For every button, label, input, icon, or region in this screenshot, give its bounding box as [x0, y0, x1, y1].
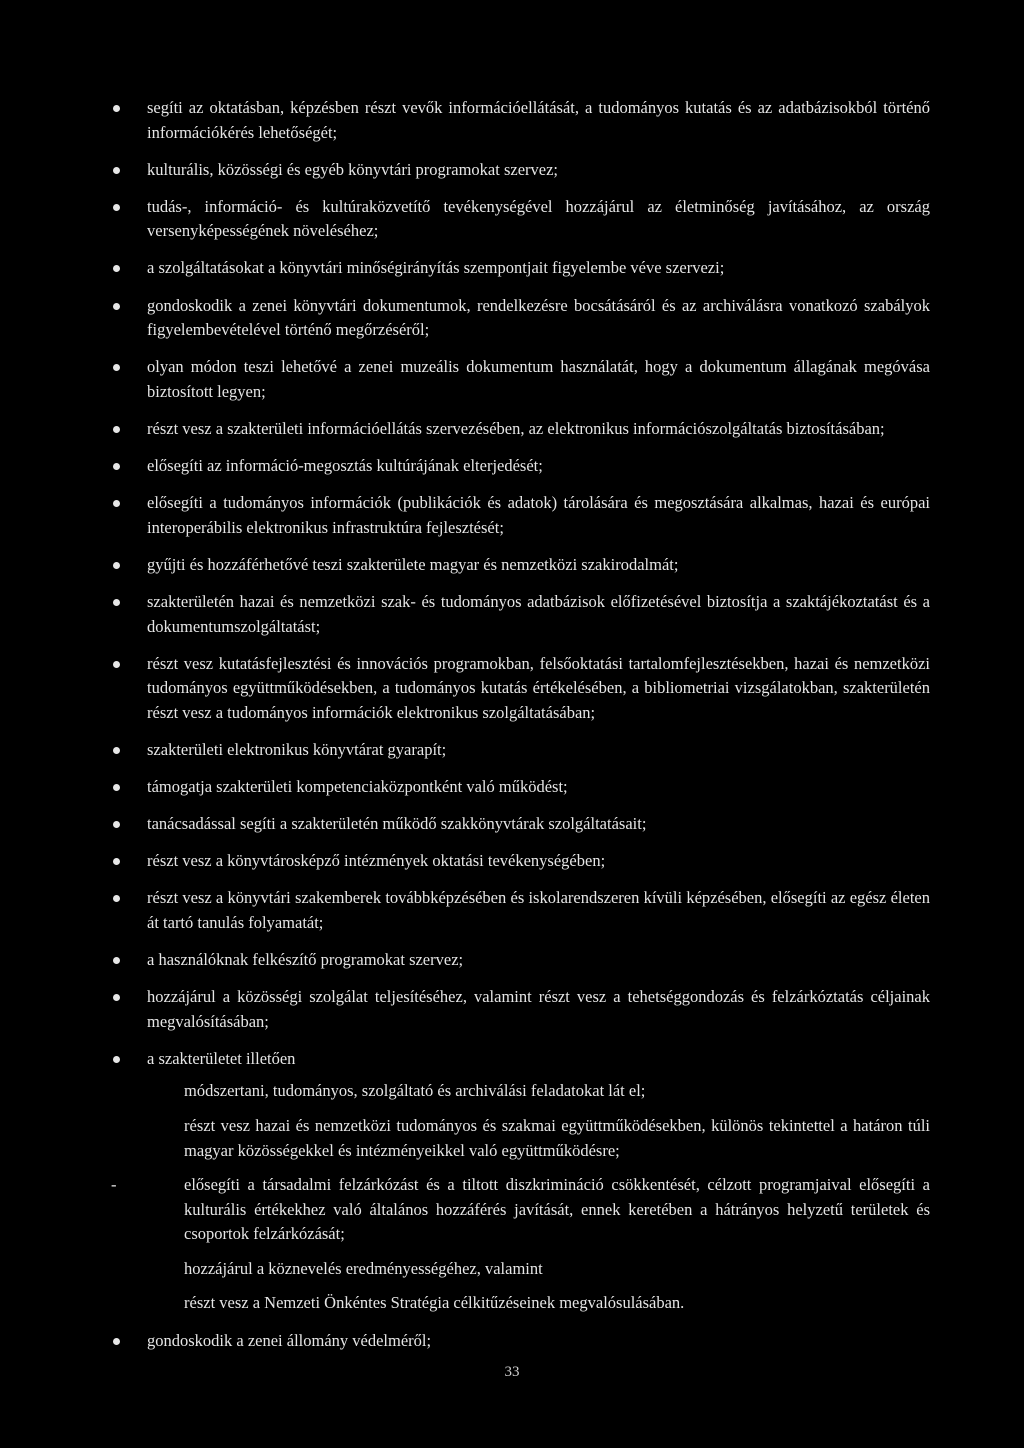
- sub-item-text: részt vesz hazai és nemzetközi tudományos és szakmai együttműködésekben, különös tekintettel a határon túli magyar közösségekkel és intézményeikkel való együttműködésre;: [184, 1115, 930, 1160]
- bullet-icon: [113, 204, 120, 211]
- nested-heading: a szakterületet illetően: [147, 1048, 296, 1068]
- list-item-text: a szolgáltatásokat a könyvtári minőségirányítás szempontjait figyelembe véve szervezi;: [147, 258, 725, 278]
- list-item-text: hozzájárul a közösségi szolgálat teljesítéséhez, valamint részt vesz a tehetséggondozás és felzárkóztatás céljainak megvalósításában;: [147, 987, 930, 1031]
- list-item-text: részt vesz kutatásfejlesztési és innovációs programokban, felsőoktatási tartalomfejlesztésekben, hazai és nemzetközi tudományos együttműködésekben, a tudományos kutatás értékelésében, a bibliometriai vizsgálatokban, szakterületén részt vesz a tudományos információk elektronikus szolgáltatásában;: [147, 653, 930, 722]
- list-item-text: elősegíti az információ-megosztás kultúrájának elterjedését;: [147, 456, 543, 476]
- list-item-text: szakterületén hazai és nemzetközi szak- és tudományos adatbázisok előfizetésével biztosítja a szaktájékoztatást és a dokumentumszolgáltatást;: [147, 591, 930, 636]
- bullet-icon: [113, 858, 120, 865]
- list-item-text: kulturális, közösségi és egyéb könyvtári programokat szervez;: [147, 159, 559, 179]
- list-item: [110, 948, 930, 973]
- bullet-icon: [113, 105, 120, 112]
- bullet-icon: [113, 994, 120, 1001]
- bullet-icon: [113, 167, 120, 174]
- bullet-icon: [113, 895, 120, 902]
- list-item: [110, 738, 930, 763]
- sub-item-text: elősegíti a társadalmi felzárkózást és a tiltott diszkrimináció csökkentését, célzott programjaival elősegíti a kulturális értékekhez való általános hozzáférés javítását, ennek keretében a hátrányos helyzetű területek és csoportok felzárkózását;: [184, 1175, 930, 1244]
- list-item-nested: [110, 1047, 930, 1316]
- list-item: [110, 812, 930, 837]
- list-item: [110, 256, 930, 281]
- list-item-text: részt vesz a könyvtárosképző intézmények oktatási tevékenységében;: [147, 851, 606, 871]
- list-item-text: szakterületi elektronikus könyvtárat gyarapít;: [147, 739, 447, 759]
- list-item: [110, 886, 930, 935]
- sub-item: [147, 1079, 930, 1104]
- list-item-text: tudás-, információ- és kultúraközvetítő tevékenységével hozzájárul az életminőség javításához, az ország versenyképességének növeléséhez;: [147, 196, 930, 241]
- list-item: [110, 985, 930, 1034]
- bullet-icon: [113, 599, 120, 606]
- list-item: [110, 849, 930, 874]
- list-item: [110, 652, 930, 726]
- list-item-text: a használóknak felkészítő programokat szervez;: [147, 949, 464, 969]
- list-item: [110, 590, 930, 639]
- bullet-icon: [113, 364, 120, 371]
- list-item: [110, 294, 930, 343]
- list-item-text: olyan módon teszi lehetővé a zenei muzeális dokumentum használatát, hogy a dokumentum állagának megóvása biztosított legyen;: [147, 357, 930, 401]
- list-item: [110, 355, 930, 404]
- bullet-icon: [113, 821, 120, 828]
- list-item-text: gondoskodik a zenei állomány védelméről;: [147, 1330, 432, 1350]
- bullet-icon: [113, 500, 120, 507]
- bullet-icon: [113, 303, 120, 310]
- list-item-text: támogatja szakterületi kompetenciaközpontként való működést;: [147, 776, 568, 796]
- bullet-icon: [113, 562, 120, 569]
- sub-item: [147, 1257, 930, 1282]
- list-item-text: gyűjti és hozzáférhetővé teszi szakterülete magyar és nemzetközi szakirodalmát;: [147, 554, 679, 574]
- list-item-text: részt vesz a könyvtári szakemberek továbbképzésében és iskolarendszeren kívüli képzésében, elősegíti az egész életen át tartó tanulás folyamatát;: [147, 888, 930, 932]
- sub-item: [147, 1291, 930, 1316]
- bullet-icon: [113, 1056, 120, 1063]
- list-item: [110, 454, 930, 479]
- bullet-list: [110, 96, 930, 1366]
- list-item: [110, 417, 930, 442]
- sub-item: [111, 1173, 930, 1247]
- list-item: [110, 96, 930, 145]
- list-item: [110, 158, 930, 183]
- list-item-text: részt vesz a szakterületi információellátás szervezésében, az elektronikus információszolgáltatás biztosításában;: [147, 418, 885, 438]
- bullet-icon: [113, 426, 120, 433]
- list-item: [110, 1329, 930, 1354]
- sub-list: [111, 1079, 930, 1316]
- bullet-icon: [113, 957, 120, 964]
- sub-item-text: részt vesz a Nemzeti Önkéntes Stratégia célkitűzéseinek megvalósulásában.: [184, 1293, 685, 1313]
- list-item: [110, 491, 930, 540]
- list-item: [110, 775, 930, 800]
- bullet-icon: [113, 265, 120, 272]
- list-item-text: elősegíti a tudományos információk (publikációk és adatok) tárolására és megosztására alkalmas, hazai és európai interoperábilis elektronikus infrastruktúra fejlesztését;: [147, 493, 930, 537]
- list-item: [110, 553, 930, 578]
- bullet-icon: [113, 1338, 120, 1345]
- dash-marker: -: [111, 1175, 117, 1195]
- bullet-icon: [113, 463, 120, 470]
- list-item-text: gondoskodik a zenei könyvtári dokumentumok, rendelkezésre bocsátásáról és az archiválásra vonatkozó szabályok figyelembevételével történő megőrzéséről;: [147, 295, 930, 340]
- list-item-text: segíti az oktatásban, képzésben részt vevők információellátását, a tudományos kutatás és az adatbázisokból történő információkérés lehetőségét;: [147, 98, 930, 142]
- sub-item: [147, 1114, 930, 1163]
- page-number: 33: [504, 1364, 520, 1380]
- bullet-icon: [113, 747, 120, 754]
- sub-item-text: hozzájárul a köznevelés eredményességéhez, valamint: [184, 1258, 543, 1278]
- list-item: [110, 195, 930, 244]
- bullet-icon: [113, 661, 120, 668]
- sub-item-text: módszertani, tudományos, szolgáltató és archiválási feladatokat lát el;: [184, 1081, 646, 1101]
- bullet-icon: [113, 784, 120, 791]
- list-item-text: tanácsadással segíti a szakterületén működő szakkönyvtárak szolgáltatásait;: [147, 814, 647, 834]
